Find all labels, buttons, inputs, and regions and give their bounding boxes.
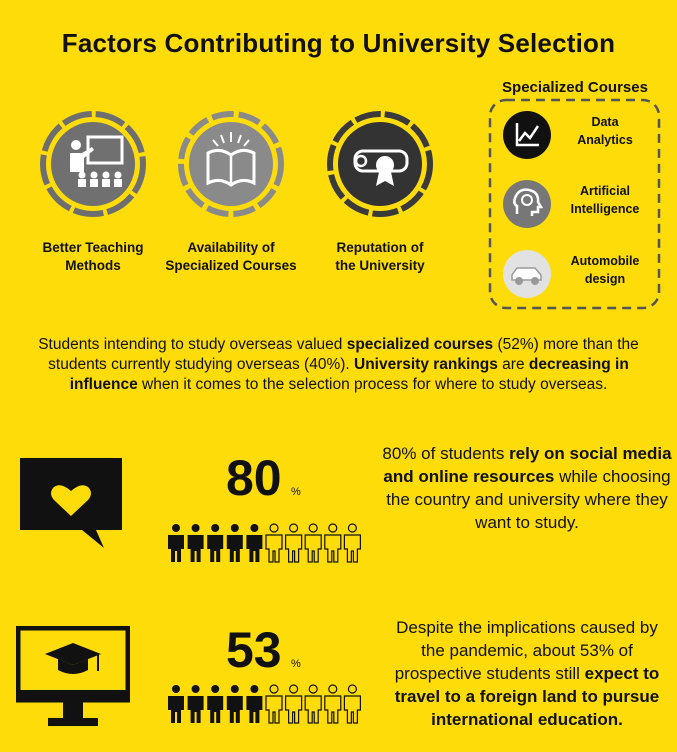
person-filled-icon <box>227 524 243 562</box>
person-outline-icon <box>344 524 360 562</box>
page-title: Factors Contributing to University Selection <box>61 28 616 58</box>
person-filled-icon <box>207 524 223 562</box>
person-filled-icon <box>207 685 223 723</box>
stat2-text: Despite the implications caused by the pandemic, about 53% of prospective students still expect to travel to a foreign land to pursue international education. <box>394 618 660 729</box>
spec-label: Automobile design <box>570 254 640 286</box>
stat1-unit: % <box>291 486 301 498</box>
person-outline-icon <box>344 685 360 723</box>
person-filled-icon <box>168 524 184 562</box>
open-book-icon <box>156 107 306 227</box>
person-filled-icon <box>246 685 262 723</box>
person-filled-icon <box>188 524 204 562</box>
person-outline-icon <box>286 524 302 562</box>
specialized-courses-title: Specialized Courses <box>502 79 648 96</box>
person-outline-icon <box>266 685 282 723</box>
car-icon <box>503 250 551 298</box>
person-outline-icon <box>325 685 341 723</box>
brain-head-icon <box>503 180 551 228</box>
stat2-value: 53 <box>226 622 282 678</box>
diploma-scroll-icon <box>305 107 455 227</box>
factor-label: Availability of Specialized Courses <box>165 240 297 273</box>
stat1-people-pictogram <box>165 523 365 563</box>
person-filled-icon <box>168 685 184 723</box>
summary-paragraph: Students intending to study overseas valued specialized courses (52%) more than the students currently studying overseas (40%). University rankings are decreasing in influence when it comes to the selection process for where to study overseas. <box>38 336 639 393</box>
person-outline-icon <box>286 685 302 723</box>
person-outline-icon <box>266 524 282 562</box>
stat1-text: 80% of students rely on social media and online resources while choosing the country and university where they want to study. <box>382 444 672 532</box>
person-filled-icon <box>246 524 262 562</box>
person-outline-icon <box>305 524 321 562</box>
spec-item-data-analytics <box>493 105 656 165</box>
stat1-value: 80 <box>226 450 282 506</box>
stat2-people-pictogram <box>165 684 365 724</box>
spec-item-automobile-design <box>493 244 656 304</box>
heart-speech-bubble-icon <box>20 458 125 550</box>
stat2-unit: % <box>291 658 301 670</box>
teacher-board-icon <box>18 107 168 227</box>
factor-label: Reputation of the University <box>335 240 425 273</box>
person-filled-icon <box>227 685 243 723</box>
graduation-monitor-icon <box>16 626 130 730</box>
line-chart-icon <box>503 111 551 159</box>
specialized-courses-box <box>493 101 656 307</box>
spec-label: Data Analytics <box>577 115 633 147</box>
person-outline-icon <box>305 685 321 723</box>
person-filled-icon <box>188 685 204 723</box>
factor-label: Better Teaching Methods <box>42 240 144 273</box>
spec-label: Artificial Intelligence <box>570 184 640 216</box>
person-outline-icon <box>325 524 341 562</box>
spec-item-artificial-intelligence <box>493 174 656 234</box>
